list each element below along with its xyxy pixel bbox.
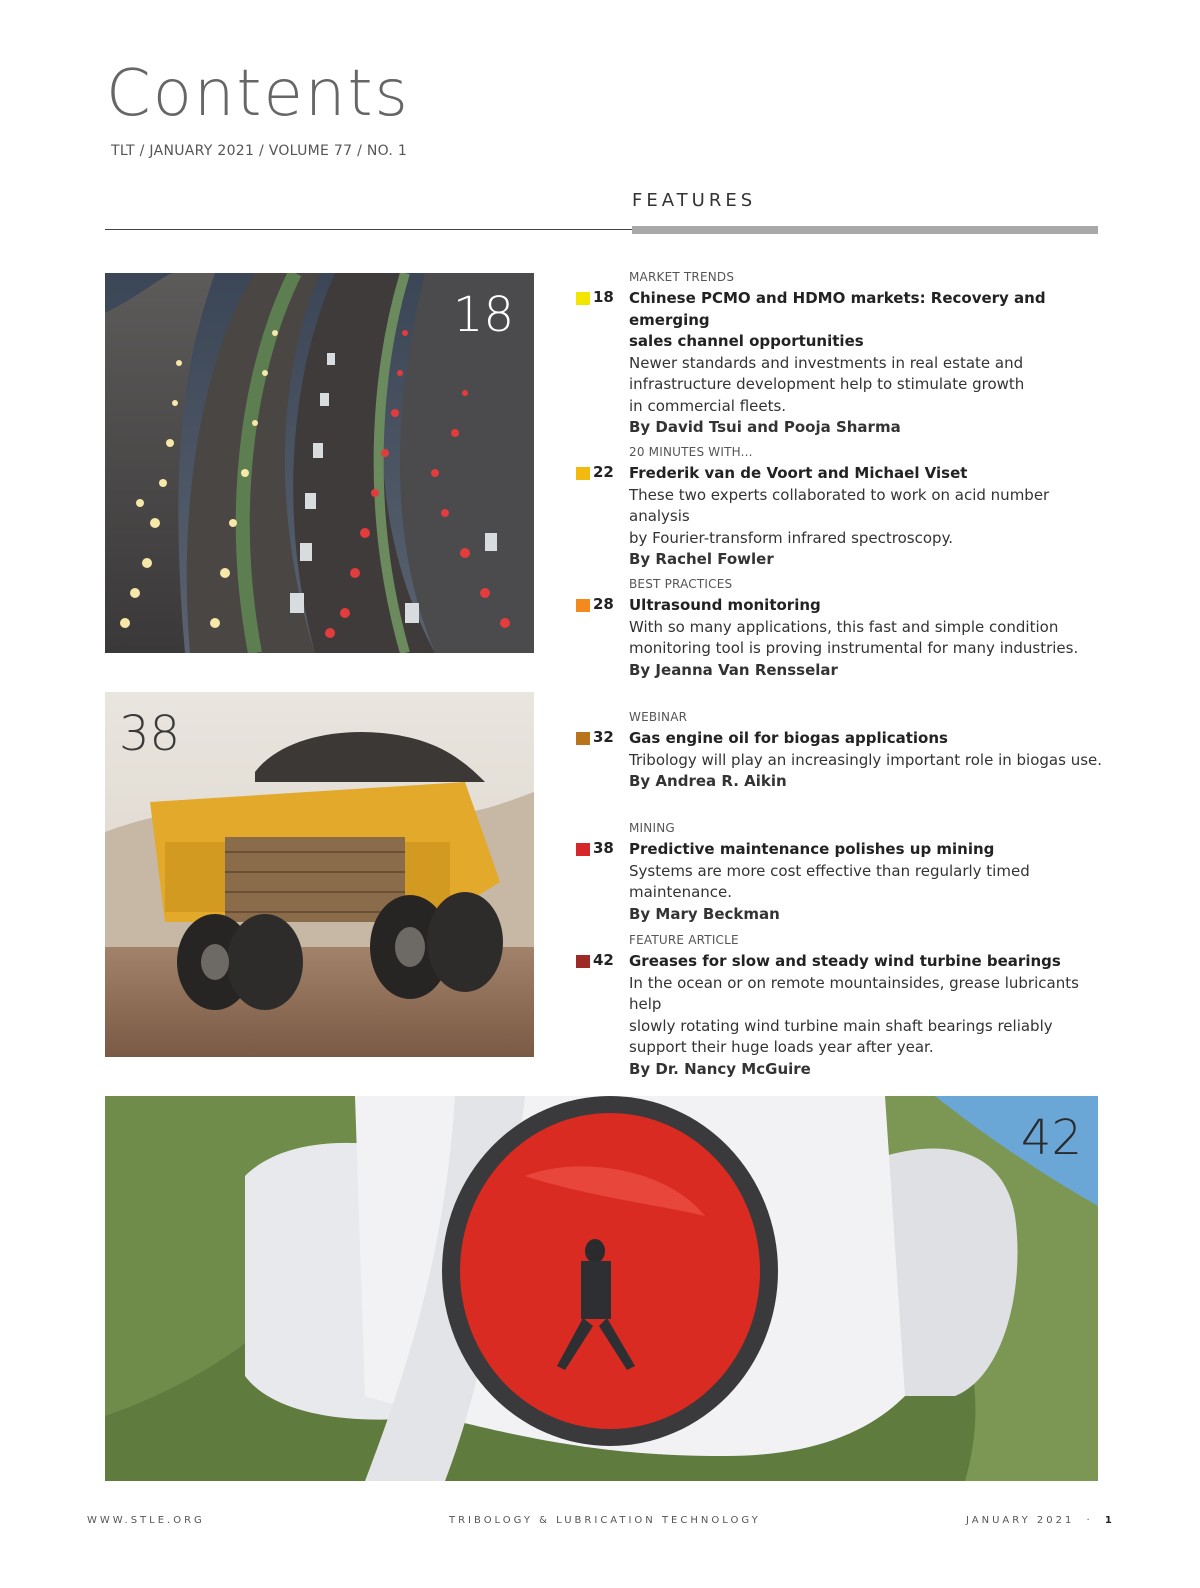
feature-author: By Dr. Nancy McGuire <box>629 1059 811 1078</box>
feature-entry[interactable] <box>576 445 1106 571</box>
feature-headline[interactable]: Chinese PCMO and HDMO markets: Recovery and emerging <box>629 289 1046 329</box>
feature-page-number: 28 <box>593 595 614 613</box>
feature-description: support their huge loads year after year. <box>629 1038 934 1056</box>
section-label: FEATURES <box>632 190 757 211</box>
header-rule <box>105 229 632 230</box>
feature-description: With so many applications, this fast and simple condition <box>629 617 1059 636</box>
feature-headline[interactable]: Frederik van de Voort and Michael Viset <box>629 464 968 482</box>
feature-headline[interactable]: sales channel opportunities <box>629 332 864 350</box>
feature-description: These two experts collaborated to work on acid number analysis <box>629 485 1050 525</box>
feature-entry[interactable] <box>576 270 1106 439</box>
wind-turbine-photo <box>105 1096 1098 1481</box>
features-rule <box>632 226 1098 234</box>
page-title: Contents <box>106 57 410 131</box>
category-color-marker <box>576 955 590 968</box>
photo-page-number: 18 <box>452 287 514 343</box>
feature-entry[interactable] <box>576 710 1106 793</box>
feature-page-number: 18 <box>593 288 614 306</box>
feature-category: MINING <box>629 821 675 835</box>
traffic-photo <box>105 273 534 653</box>
feature-author: By Rachel Fowler <box>629 550 774 568</box>
feature-headline[interactable]: Greases for slow and steady wind turbine bearings <box>629 952 1061 970</box>
category-color-marker <box>576 292 590 305</box>
feature-description: Newer standards and investments in real estate and <box>629 353 1024 372</box>
feature-description: infrastructure development help to stimulate growth <box>629 375 1025 393</box>
feature-page-number: 42 <box>593 951 614 969</box>
feature-author: By Mary Beckman <box>629 904 780 923</box>
photo-page-number: 42 <box>1020 1110 1082 1166</box>
feature-author: By Jeanna Van Rensselar <box>629 660 838 679</box>
feature-page-number: 38 <box>593 839 614 857</box>
footer-date: JANUARY 2021 <box>966 1515 1075 1526</box>
category-color-marker <box>576 843 590 856</box>
feature-category: MARKET TRENDS <box>629 270 735 284</box>
feature-headline[interactable]: Predictive maintenance polishes up mining <box>629 840 995 858</box>
feature-headline[interactable]: Ultrasound monitoring <box>629 596 821 614</box>
footer-separator: · <box>1086 1515 1093 1526</box>
feature-author: By Andrea R. Aikin <box>629 772 787 790</box>
feature-description: monitoring tool is proving instrumental for many industries. <box>629 639 1079 657</box>
mining-truck-photo <box>105 692 534 1057</box>
feature-category: 20 MINUTES WITH... <box>629 445 753 459</box>
category-color-marker <box>576 732 590 745</box>
issue-info: TLT / JANUARY 2021 / VOLUME 77 / NO. 1 <box>111 143 408 159</box>
feature-description: Tribology will play an increasingly important role in biogas use. <box>629 750 1103 769</box>
feature-description: Systems are more cost effective than regularly timed maintenance. <box>629 861 1030 901</box>
feature-description: slowly rotating wind turbine main shaft bearings reliably <box>629 1016 1053 1035</box>
photo-page-number: 38 <box>119 706 181 762</box>
feature-category: WEBINAR <box>629 710 688 724</box>
feature-category: FEATURE ARTICLE <box>629 933 739 947</box>
feature-headline[interactable]: Gas engine oil for biogas applications <box>629 729 948 747</box>
category-color-marker <box>576 467 590 480</box>
category-color-marker <box>576 599 590 612</box>
footer-page-info <box>966 1515 1115 1526</box>
feature-description: by Fourier-transform infrared spectroscopy. <box>629 528 954 547</box>
footer-page-number: 1 <box>1104 1515 1115 1526</box>
feature-entry[interactable] <box>576 821 1106 925</box>
footer-website: WWW.STLE.ORG <box>87 1515 205 1526</box>
feature-category: BEST PRACTICES <box>629 577 733 591</box>
feature-entry[interactable] <box>576 933 1106 1080</box>
feature-author: By David Tsui and Pooja Sharma <box>629 418 901 436</box>
feature-description: In the ocean or on remote mountainsides, grease lubricants help <box>629 973 1079 1013</box>
footer-publication: TRIBOLOGY & LUBRICATION TECHNOLOGY <box>449 1515 761 1526</box>
feature-page-number: 22 <box>593 463 614 481</box>
feature-entry[interactable] <box>576 577 1106 681</box>
feature-page-number: 32 <box>593 728 614 746</box>
feature-description: in commercial fleets. <box>629 396 787 415</box>
